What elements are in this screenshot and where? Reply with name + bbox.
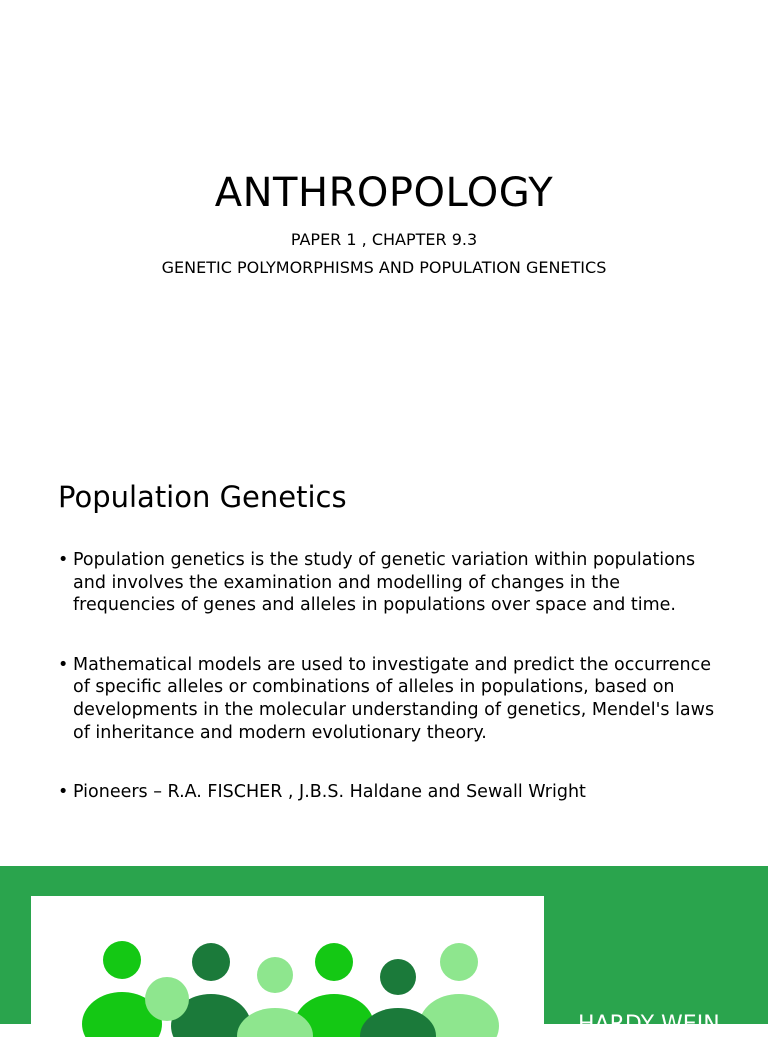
bullet-item: • Pioneers – R.A. FISCHER , J.B.S. Haldane and Sewall Wright xyxy=(58,781,718,804)
person-head xyxy=(192,943,230,981)
person-head xyxy=(315,943,353,981)
bullet-item: • Population genetics is the study of genetic variation within populations and involves the examination and modelling of changes in the frequencies of genes and alleles in populations over space and time. xyxy=(58,549,718,617)
bullet-list xyxy=(58,549,718,804)
person-head xyxy=(440,943,478,981)
hardy-weinberg-slide xyxy=(0,866,768,1037)
title-slide xyxy=(0,0,768,432)
people-group-image xyxy=(31,896,544,1036)
bullet-item: • Mathematical models are used to investigate and predict the occurrence of specific alleles or combinations of alleles in populations, based on developments in the molecular understanding of genetics, Mendel's laws of inheritance and modern evolutionary theory. xyxy=(58,654,718,744)
slide-title-partial: HARDY WEIN xyxy=(578,1012,720,1037)
person-head xyxy=(380,959,416,995)
person-head xyxy=(257,957,293,993)
content-slide-population-genetics xyxy=(0,432,768,866)
slide-subtitle-chapter: PAPER 1 , CHAPTER 9.3 xyxy=(290,230,478,249)
person-head xyxy=(145,977,189,1021)
person-head xyxy=(103,941,141,979)
people-group-icon xyxy=(31,896,544,1036)
slide-heading: Population Genetics xyxy=(58,480,347,514)
slide-subtitle-topic: GENETIC POLYMORPHISMS AND POPULATION GENETICS xyxy=(161,258,607,277)
slide-title: ANTHROPOLOGY xyxy=(214,170,554,216)
